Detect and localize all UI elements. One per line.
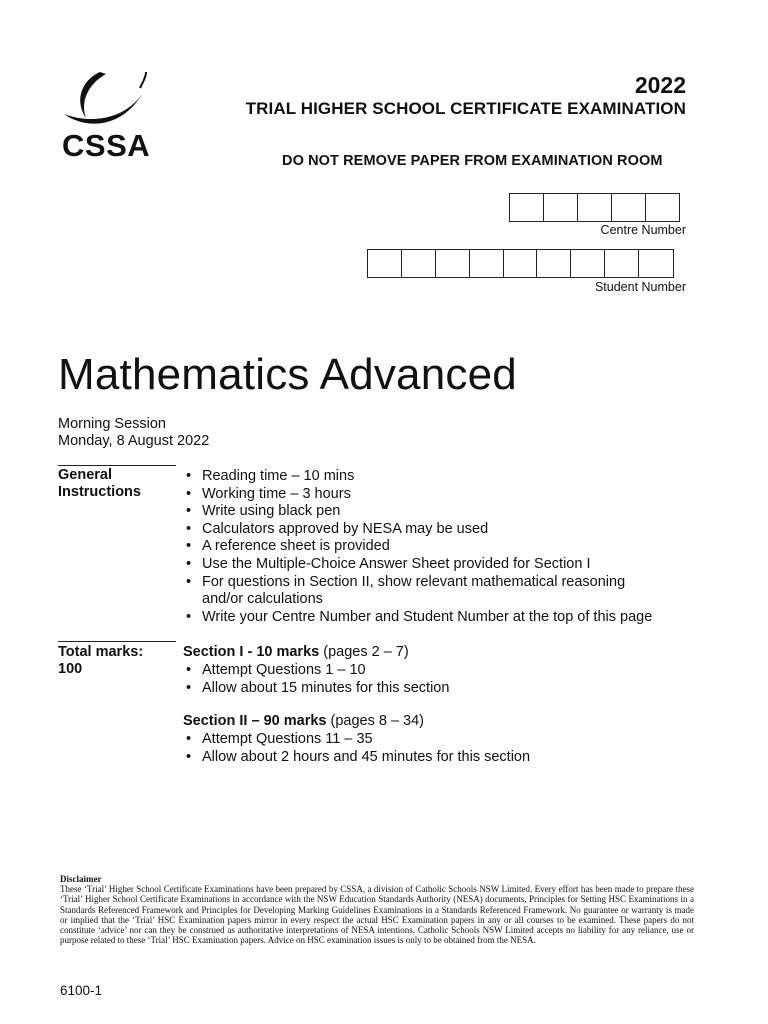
- total-marks-text: Total marks:: [58, 644, 144, 660]
- list-item: • Use the Multiple-Choice Answer Sheet provided for Section I: [185, 556, 652, 574]
- general-instructions-list: [185, 468, 652, 626]
- centre-number-digit-box[interactable]: [577, 193, 612, 222]
- session-name: Morning Session: [58, 416, 166, 432]
- divider: [58, 465, 176, 466]
- disclaimer-heading: Disclaimer: [60, 874, 102, 884]
- section-2-title: Section II – 90 marks: [183, 713, 327, 729]
- section-2-heading: [183, 713, 424, 729]
- centre-number-label: Centre Number: [600, 223, 686, 237]
- centre-number-boxes[interactable]: [509, 193, 680, 222]
- section-1-title: Section I - 10 marks: [183, 644, 320, 660]
- student-number-digit-box[interactable]: [435, 249, 470, 278]
- student-number-digit-box[interactable]: [604, 249, 639, 278]
- student-number-boxes[interactable]: [367, 249, 674, 278]
- section-1-heading: [183, 644, 409, 660]
- student-number-digit-box[interactable]: [401, 249, 436, 278]
- divider: [58, 641, 176, 642]
- disclaimer: [60, 874, 694, 945]
- list-item: • For questions in Section II, show relevant mathematical reasoning: [185, 574, 652, 592]
- student-number-digit-box[interactable]: [503, 249, 538, 278]
- section-1-list: [185, 662, 449, 697]
- student-number-digit-box[interactable]: [367, 249, 402, 278]
- cssa-swoosh-icon: [60, 66, 160, 134]
- session-info: [58, 416, 209, 450]
- student-number-digit-box[interactable]: [536, 249, 571, 278]
- section-2-list: [185, 731, 530, 766]
- list-item: • Write your Centre Number and Student Number at the top of this page: [185, 609, 652, 627]
- list-item-continuation: and/or calculations: [202, 591, 323, 608]
- list-item: • Write using black pen: [185, 503, 652, 521]
- exam-title: TRIAL HIGHER SCHOOL CERTIFICATE EXAMINATION: [245, 99, 686, 118]
- list-item: • Attempt Questions 1 – 10: [185, 662, 449, 680]
- total-marks-label: [58, 644, 143, 678]
- room-notice: DO NOT REMOVE PAPER FROM EXAMINATION ROOM: [282, 153, 663, 169]
- logo-text: CSSA: [62, 128, 151, 163]
- list-item: • Reading time – 10 mins: [185, 468, 652, 486]
- paper-code: 6100-1: [60, 983, 103, 998]
- student-number-digit-box[interactable]: [638, 249, 673, 278]
- section-1-pages: (pages 2 – 7): [323, 644, 409, 660]
- centre-number-digit-box[interactable]: [543, 193, 578, 222]
- cssa-logo: [56, 66, 166, 166]
- centre-number-digit-box[interactable]: [509, 193, 544, 222]
- general-label-line1: General: [58, 467, 112, 483]
- section-2-pages: (pages 8 – 34): [330, 713, 425, 729]
- general-instructions-label: [58, 467, 141, 501]
- list-item: • Allow about 15 minutes for this section: [185, 680, 449, 698]
- student-number-digit-box[interactable]: [469, 249, 504, 278]
- list-item: • Allow about 2 hours and 45 minutes for this section: [185, 749, 530, 767]
- list-item: • Attempt Questions 11 – 35: [185, 731, 530, 749]
- exam-year: 2022: [634, 72, 686, 98]
- student-number-digit-box[interactable]: [570, 249, 605, 278]
- general-label-line2: Instructions: [58, 484, 141, 500]
- list-item: • A reference sheet is provided: [185, 538, 652, 556]
- disclaimer-text: These ‘Trial’ Higher School Certificate Examinations have been prepared by CSSA, a division of Catholic Schools NSW Limited. Every effort has been made to prepare these ‘Trial’ Higher School Certificate Examinations in accordance with the NSW Education Standards Authority (NESA) documents, Principles for Setting HSC Examinations in a Standards Referenced Framework and Principles for Developing Marking Guidelines Examinations in a Standards Referenced Framework. No guarantee or warranty is made or implied that the ‘Trial’ HSC Examination papers mirror in every respect the actual HSC Examination papers in any or all courses to be examined. These papers do not constitute ‘advice’ nor can they be construed as authoritative interpretations of NESA intentions. Catholic Schools NSW Limited accepts no liability for any reliance, use or purpose related to these ‘Trial’ HSC Examination papers. Advice on HSC examination issues is only to be obtained from the NESA.: [60, 884, 694, 946]
- exam-date: Monday, 8 August 2022: [58, 433, 210, 449]
- student-number-label: Student Number: [594, 280, 686, 294]
- list-item: • Calculators approved by NESA may be used: [185, 521, 652, 539]
- centre-number-digit-box[interactable]: [611, 193, 646, 222]
- list-item: • Working time – 3 hours: [185, 486, 652, 504]
- subject-title: Mathematics Advanced: [58, 350, 517, 399]
- total-marks-value: 100: [58, 661, 83, 677]
- centre-number-digit-box[interactable]: [645, 193, 680, 222]
